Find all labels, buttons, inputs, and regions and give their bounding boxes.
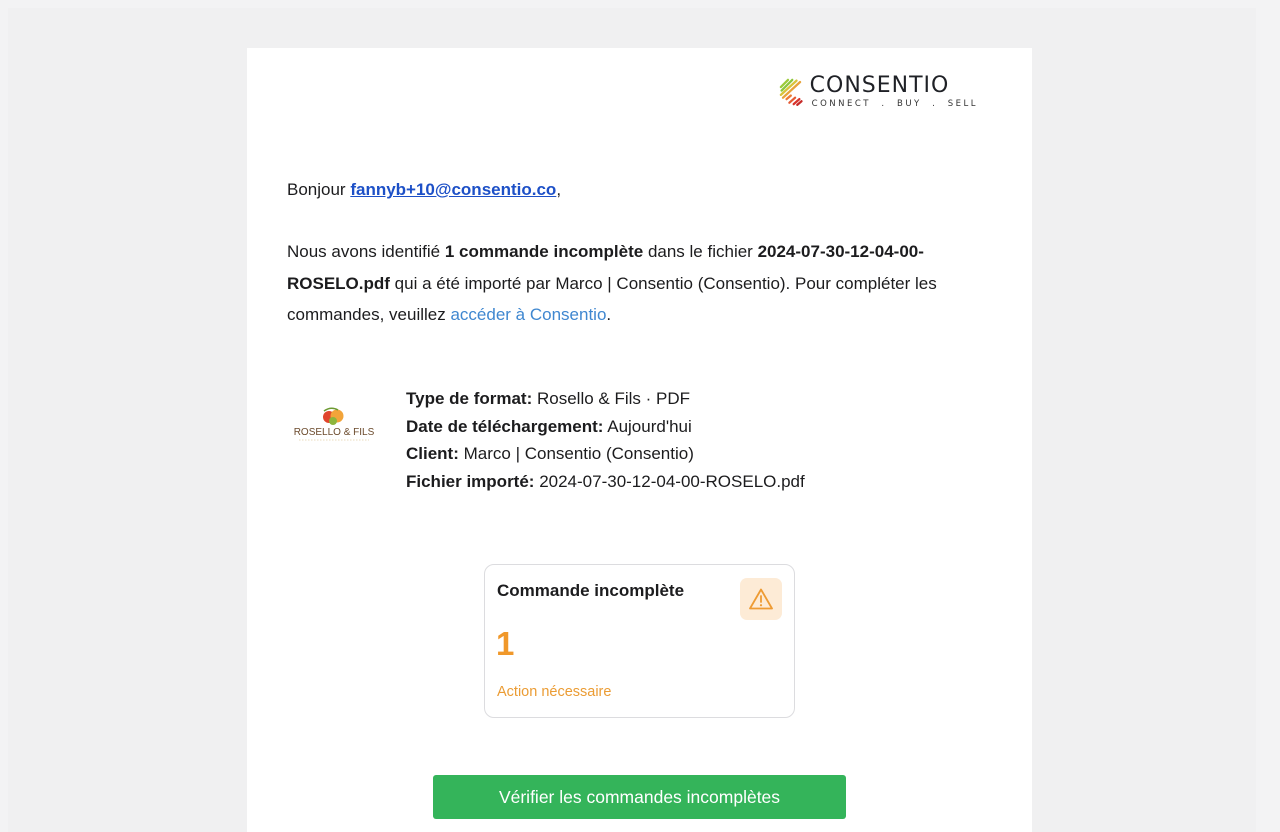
detail-label: Client:: [406, 444, 459, 463]
warning-icon: [748, 587, 774, 611]
greeting: [287, 179, 561, 201]
detail-value: Aujourd'hui: [603, 416, 692, 436]
rosello-fils-logo-text: ROSELLO & FILS: [293, 427, 375, 438]
access-consentio-link[interactable]: accéder à Consentio: [450, 305, 607, 324]
detail-value: Rosello & Fils · PDF: [532, 389, 691, 408]
stat-subtitle: Action nécessaire: [497, 684, 612, 700]
message-text: .: [606, 305, 612, 324]
brand-tagline: CONNECT . BUY . SELL: [811, 99, 978, 109]
detail-label: Type de format:: [406, 389, 533, 408]
detail-label: Fichier importé:: [406, 471, 535, 491]
stat-title: Commande incomplète: [497, 581, 685, 600]
consentio-logo: [778, 72, 978, 114]
message-text: Nous avons identifié: [287, 242, 445, 261]
message-text: qui a été importé par Marco | Consentio (Consentio). Pour compléter les commandes, veuillez: [287, 273, 937, 324]
detail-value: Marco | Consentio (Consentio): [458, 444, 694, 463]
rosello-fils-logo: [291, 405, 377, 453]
verify-orders-button[interactable]: Vérifier les commandes incomplètes: [433, 775, 846, 819]
brand-name: CONSENTIO: [809, 73, 950, 98]
incomplete-count-text: 1 commande incomplète: [444, 242, 644, 261]
email-card: [247, 48, 1032, 832]
stat-value: 1: [496, 625, 515, 662]
consentio-logo-icon: [778, 72, 804, 112]
detail-row-date: [406, 413, 805, 441]
file-name-text: 2024-07-30-12-04-00-ROSELO.pdf: [287, 242, 924, 293]
detail-row-format: [406, 385, 805, 413]
greeting-prefix: Bonjour: [287, 180, 351, 199]
message-paragraph: [287, 236, 987, 331]
detail-row-client: [406, 440, 805, 468]
file-details: [406, 385, 805, 495]
email-viewport: [8, 8, 1256, 832]
greeting-suffix: ,: [556, 180, 562, 199]
fruit-basket-icon: [323, 408, 344, 425]
warning-badge: [740, 578, 782, 620]
recipient-email-link[interactable]: fannyb+10@consentio.co: [350, 180, 557, 199]
message-text: dans le fichier: [643, 242, 758, 261]
incomplete-order-card: [484, 564, 795, 718]
detail-label: Date de téléchargement:: [406, 416, 604, 436]
detail-value: 2024-07-30-12-04-00-ROSELO.pdf: [534, 471, 805, 491]
detail-row-file: [406, 468, 805, 496]
